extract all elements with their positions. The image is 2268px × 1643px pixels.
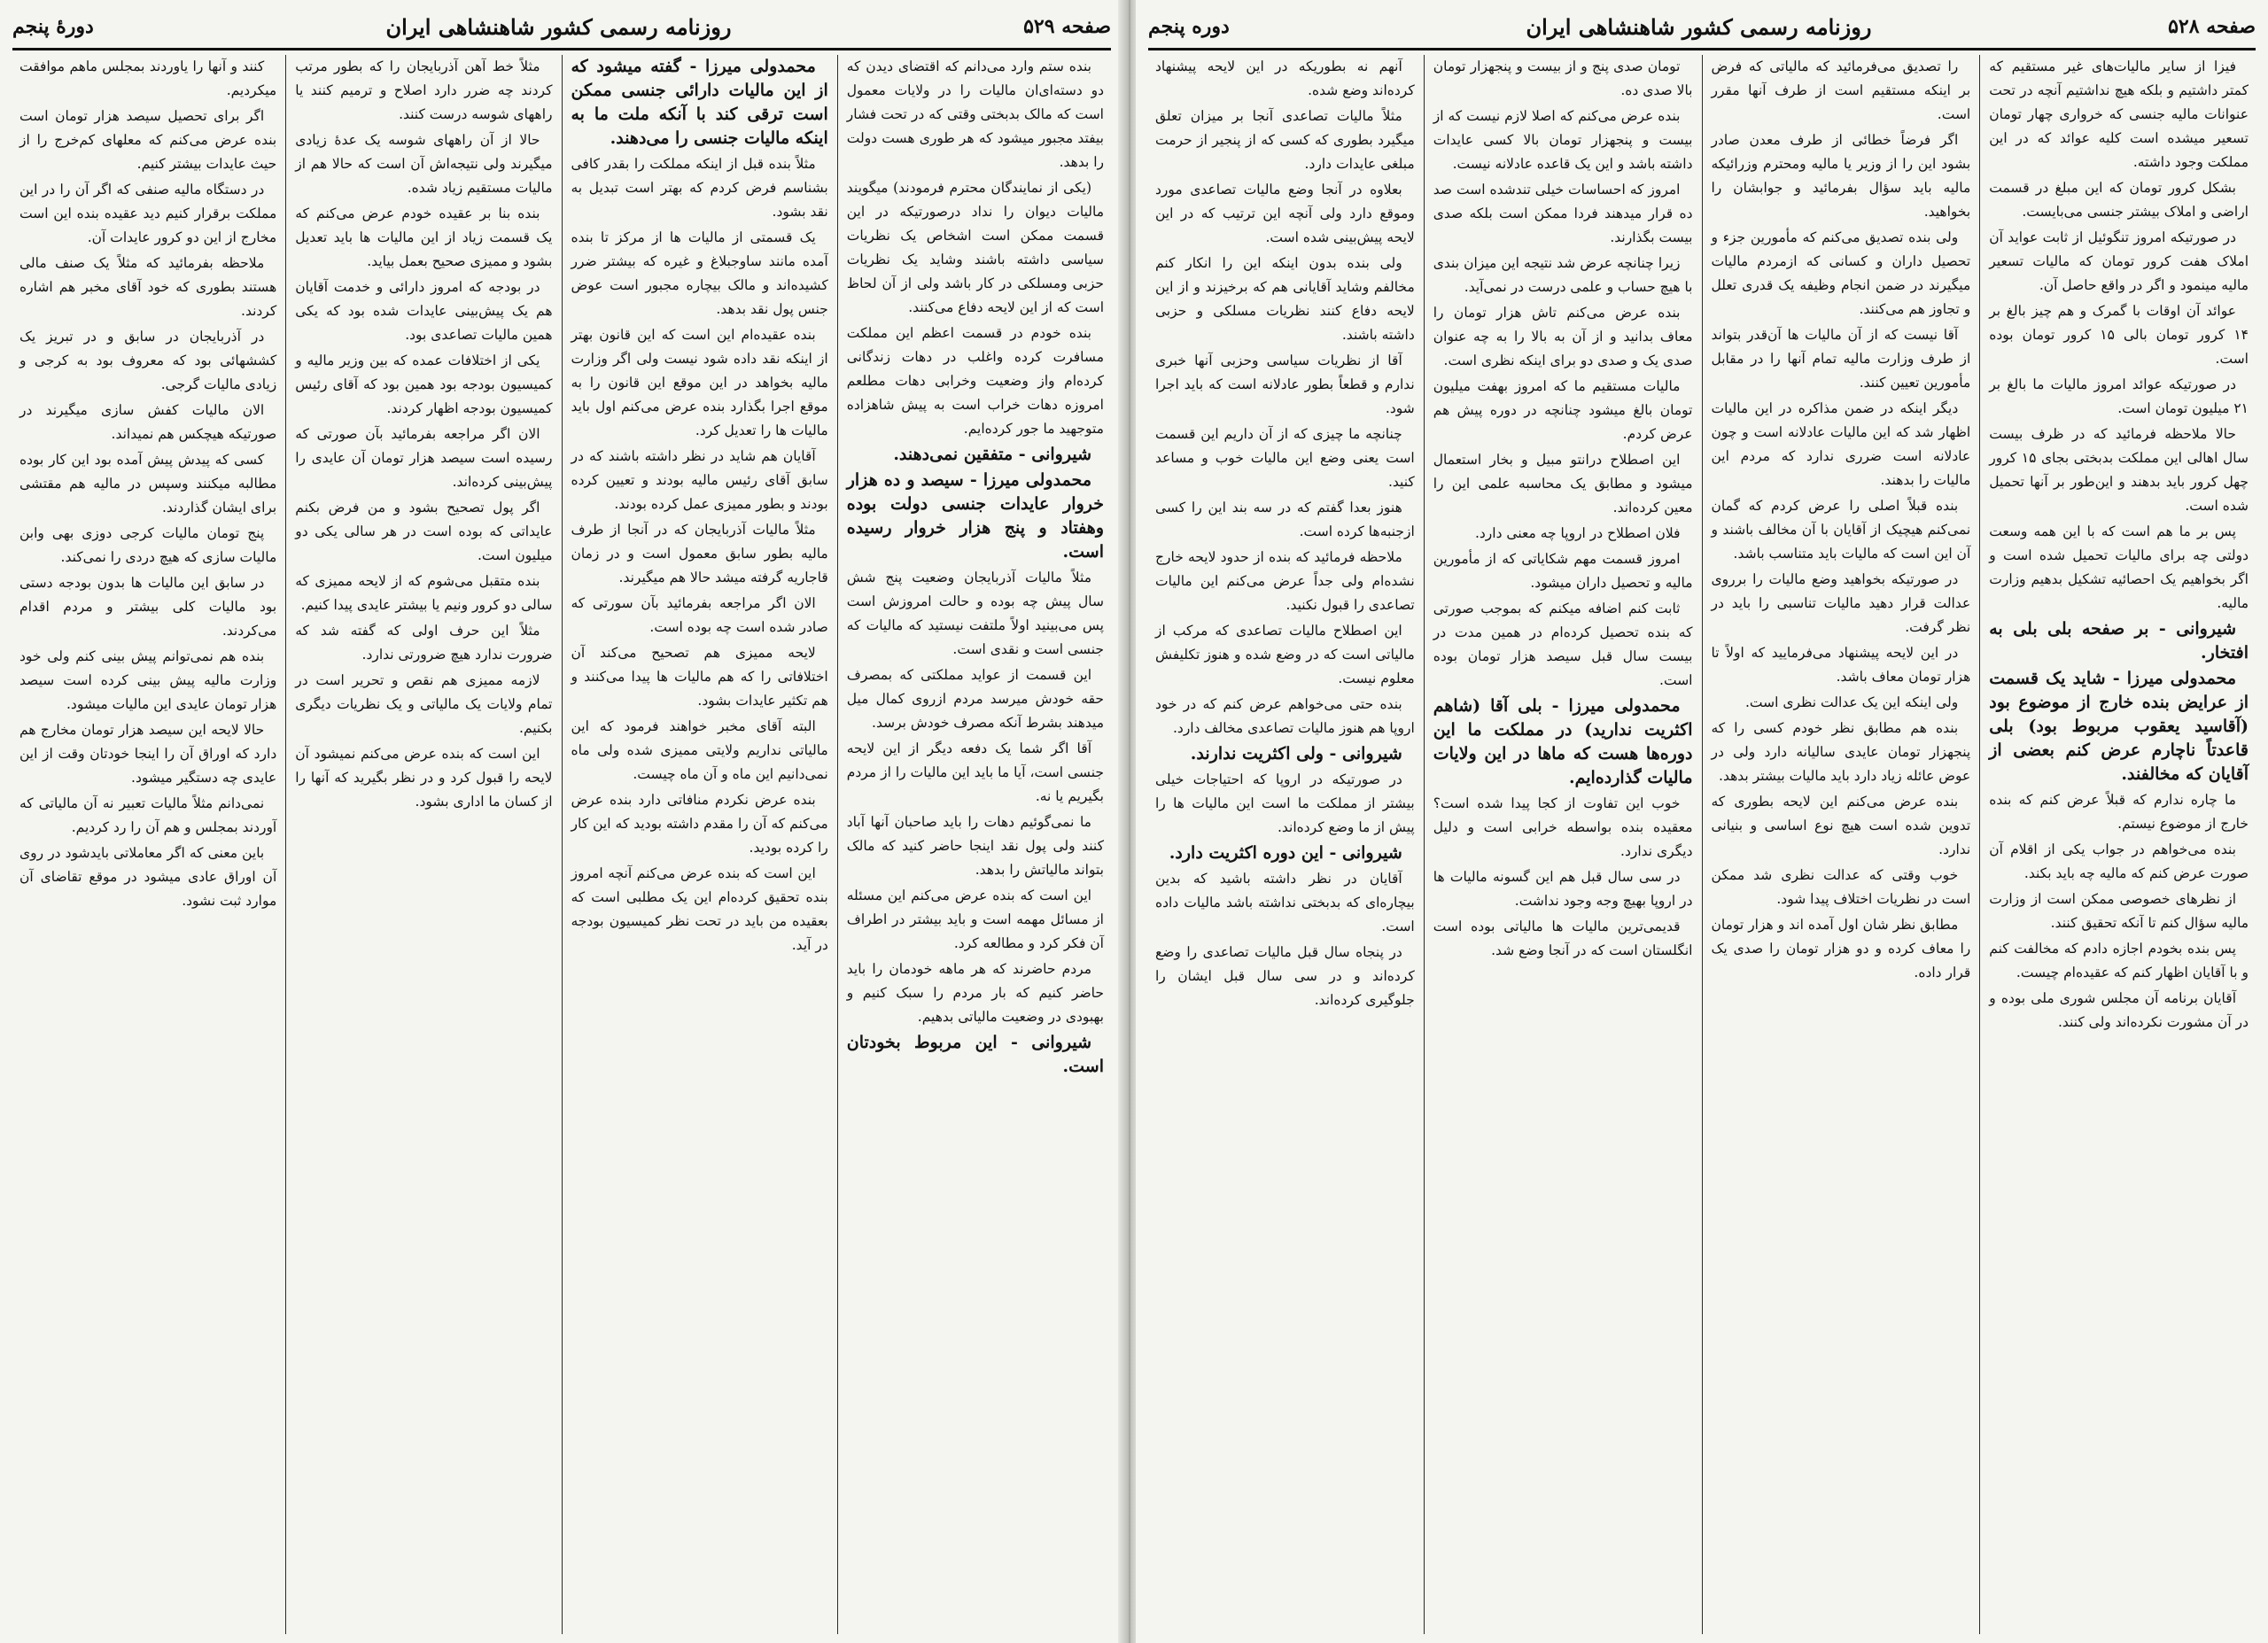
article-paragraph: پس بر ما هم است که با این همه وسعت دولتی چه برای مالیات تحمیل شده است و اگر بخواهیم یک احصائیه تشکیل بدهیم وزارت مالیه.	[1989, 523, 2249, 611]
article-paragraph: در صورتیکه بخواهید وضع مالیات را برروی عدالت قرار دهید مالیات تناسبی را باید در نظر گرفت.	[1711, 571, 1971, 635]
article-paragraph: آقا از نظریات سیاسی وحزبی آنها خبری ندارم و قطعاً بطور عادلانه است که باید اجرا شود.	[1155, 353, 1415, 416]
left-page-label: صفحه ۵۲۹	[1023, 15, 1111, 38]
article-paragraph: در آذربایجان در سابق و در تبریز یک کششهائی بود که معروف بود به کرجی و زیادی مالیات گرجی.	[19, 329, 277, 392]
article-paragraph: محمدولی میرزا - شاید یک قسمت از عرایض بنده خارج از موضوع بود (آقاسید یعقوب مربوط بود) بلی قاعدتاً ناچارم عرض کنم بعضی از آقایان که مخالفند.	[1989, 669, 2249, 784]
article-paragraph: زیرا چنانچه عرض شد نتیجه این میزان بندی با هیچ حساب و علمی درست در نمی‌آید.	[1433, 255, 1693, 295]
article-paragraph: مالیات مستقیم ما که امروز بهفت میلیون تومان بالغ میشود چنانچه در دوره پیش هم عرض کردم.	[1433, 378, 1693, 442]
article-paragraph: بنده عقیده‌ام این است که این قانون بهتر از اینکه نقد داده شود نیست ولی اگر وزارت مالیه بخواهد در این موقع این قانون را به موقع اجرا بگذارد بنده عرض می‌کنم اول باید مالیات ها را تعدیل کرد.	[571, 327, 828, 438]
article-paragraph: شیروانی - بر صفحه بلی بلی به افتخار.	[1989, 619, 2249, 663]
article-paragraph: الان مالیات کفش سازی میگیرند در صورتیکه هیچکس هم نمیداند.	[19, 402, 277, 442]
article-paragraph: بنده عرض می‌کنم که اصلا لازم نیست که از بیست و پنجهزار تومان بالا کسی عایدات داشته باشد و این یک قاعده عادلانه نیست.	[1433, 108, 1693, 172]
article-paragraph: در سی سال قبل هم این گسونه مالیات ها در اروپا بهیچ وجه وجود نداشت.	[1433, 869, 1693, 909]
right-page	[1136, 0, 2268, 1643]
left-page-title: روزنامه رسمی کشور شاهنشاهی ایران	[385, 13, 732, 40]
article-paragraph: بنده ستم وارد می‌دانم که اقتضای دیدن که دو دسته‌ای‌ان مالیات را در ولایات معمول است که مالک بدبختی وقتی که در تحت فشار بیفتد مجبور میشود که هر طوری هست دولت را بدهد.	[846, 58, 1104, 170]
article-paragraph: امروز که احساسات خیلی تندشده است صد ده قرار میدهند فردا ممکن است بلکه صدی بیست بگذارند.	[1433, 182, 1693, 245]
article-paragraph: ولی بنده بدون اینکه این را انکار کنم مخالفم وشاید آقایانی هم که برخیزند و از این لایحه دفاع کنند نظریات مسلکی و حزبی داشته باشند.	[1155, 255, 1415, 343]
article-paragraph: یک قسمتی از مالیات ها از مرکز تا بنده آمده مانند ساوجبلاغ و غیره که بیشتر ضرر کشیده‌اند و مالک بیچاره مجبور است عوض جنس پول نقد بدهد.	[571, 229, 828, 317]
article-paragraph: بعلاوه در آنجا وضع مالیات تصاعدی مورد وموقع دارد ولی آنچه این ترتیب که در این لایحه پیش‌بینی شده است.	[1155, 182, 1415, 245]
article-paragraph: این است که بنده عرض می‌کنم نمیشود آن لایحه را قبول کرد و در نظر بگیرید که آنها را از کسان ما اداری بشود.	[295, 746, 553, 810]
article-paragraph: پس بنده بخودم اجازه دادم که مخالفت کنم و با آقایان اظهار کنم که عقیده‌ام چیست.	[1989, 941, 2249, 980]
article-paragraph: اگر برای تحصیل سیصد هزار تومان است بنده عرض می‌کنم که معلهای کم‌خرج را از حیث عایدات بیشتر کنیم.	[19, 108, 277, 172]
article-paragraph: آقایان در نظر داشته باشید که بدین بیچاره‌ای که بدبختی نداشته باشد مالیات داده است.	[1155, 871, 1415, 934]
article-paragraph: ولی بنده تصدیق می‌کنم که مأمورین جزء و تحصیل داران و کسانی که ازمردم مالیات میگیرند در ضمن انجام وظیفه یک قدری تعلل و تجاوز هم می‌کنند.	[1711, 229, 1971, 317]
article-paragraph: عوائد آن اوقات با گمرک و هم چیز بالغ بر ۱۴ کرور تومان بالی ۱۵ کرور تومان بوده است.	[1989, 303, 2249, 367]
article-paragraph: الان اگر مراجعه بفرمائید بآن سورتی که صادر شده است چه بوده است.	[571, 595, 828, 635]
right-page-title: روزنامه رسمی کشور شاهنشاهی ایران	[1526, 13, 1872, 40]
article-paragraph: حالا ملاحظه فرمائید که در ظرف بیست سال اهالی این مملکت بدبختی بجای ۱۵ کرور چهل کرور باید بدهند و این‌طور بر آنها تحمیل شده است.	[1989, 426, 2249, 514]
article-paragraph: ولی اینکه این یک عدالت نظری است.	[1745, 694, 1959, 710]
right-header-rule	[1148, 48, 2256, 50]
article-paragraph: ثابت کنم اضافه میکنم که بموجب صورتی که بنده تحصیل کرده‌ام در همین مدت در بیست سال قبل سیصد هزار تومان بوده است.	[1433, 601, 1693, 688]
right-column-2	[1703, 55, 1981, 1634]
article-paragraph: بنده عرض نکردم منافاتی دارد بنده عرض می‌کنم که آن را مقدم داشته بودید که این کار را کرده بودید.	[571, 792, 828, 856]
article-paragraph: از نظرهای خصوصی ممکن است از وزارت مالیه سؤال کنم تا آنکه تحقیق کنند.	[1989, 891, 2249, 931]
article-paragraph: بنده هم نمی‌توانم پیش بینی کنم ولی خود وزارت مالیه پیش بینی کرده است سیصد هزار تومان عایدی این مالیات میشود.	[19, 648, 277, 712]
article-paragraph: کنند و آنها را یاوردند بمجلس ماهم موافقت میکردیم.	[19, 58, 277, 98]
article-paragraph: حالا از آن راههای شوسه یک عدهٔ زیادی میگیرند ولی نتیجه‌اش آن است که حالا هم از مالیات مستقیم زیاد شده.	[295, 132, 553, 196]
right-page-label: صفحه ۵۲۸	[2168, 15, 2256, 38]
article-paragraph: شیروانی - ولی اکثریت ندارند.	[1190, 744, 1402, 763]
article-paragraph: این است که بنده عرض می‌کنم آنچه امروز بنده تحقیق کرده‌ام این یک مطلبی است که بعقیده من باید در تحت نظر کمیسیون بودجه در آید.	[571, 865, 828, 953]
article-paragraph: در صورتیکه در اروپا که احتیاجات خیلی بیشتر از مملکت ما است این مالیات ها را پیش از ما وضع کرده‌اند.	[1155, 771, 1415, 835]
article-paragraph: مثلاً این حرف اولی که گفته شد که ضرورت ندارد هیچ ضرورتی ندارد.	[295, 623, 553, 663]
article-paragraph: خوب وقتی که عدالت نظری شد ممکن است در نظریات اختلاف پیدا شود.	[1711, 867, 1971, 907]
article-paragraph: الان اگر مراجعه بفرمائید بآن صورتی که رسیده است سیصد هزار تومان آن عایدی را پیش‌بینی کرده‌اند.	[295, 426, 553, 490]
article-paragraph: این قسمت از عواید مملکتی که بمصرف حقه خودش میرسد مردم ازروی کمال میل میدهند بشرط آنکه مصرف خودش برسد.	[846, 667, 1104, 731]
left-page-header	[12, 7, 1111, 46]
article-paragraph: بنده عرض می‌کنم تاش هزار تومان را معاف بدانید و از آن به بالا را به چه عنوان صدی یک و صدی دو برای اینکه نظری است.	[1433, 305, 1693, 368]
article-paragraph: بنده قبلاً اصلی را عرض کردم که گمان نمی‌کنم هیچیک از آقایان با آن مخالف باشند و آن این است که مالیات باید متناسب باشد.	[1711, 498, 1971, 562]
article-paragraph: اگر فرضاً خطائی از طرف معدن صادر بشود این را از وزیر یا مالیه ومحترم وزرائیکه مالیه باید سؤال بفرمائید و جوابشان را بخواهید.	[1711, 132, 1971, 220]
article-paragraph: مثلاً مالیات آذربایجان وضعیت پنج شش سال پیش چه بوده و حالت امروزش است پس می‌بینید اولاً ملتفت نیستید که مالیات که جنسی است و نقدی است.	[846, 570, 1104, 657]
article-paragraph: در صورتیکه عوائد امروز مالیات ما بالغ بر ۲۱ میلیون تومان است.	[1989, 376, 2249, 416]
left-header-rule	[12, 48, 1111, 50]
article-paragraph: محمدولی میرزا - گفته میشود که از این مالیات دارائی جنسی ممکن است ترقی کند با آنکه ملت ما به اینکه مالیات جنسی را می‌دهند.	[571, 57, 828, 148]
article-paragraph: بنده متقبل می‌شوم که از لایحه ممیزی که سالی دو کرور ونیم یا بیشتر عایدی پیدا کنیم.	[295, 573, 553, 613]
article-paragraph: ما نمی‌گوئیم دهات را باید صاحبان آنها آباد کنند ولی پول نقد اینجا حاضر کنید که مالک بتواند مالیاتش را بدهد.	[846, 814, 1104, 878]
left-column-4	[11, 55, 286, 1634]
article-paragraph: در سابق این مالیات ها بدون بودجه دستی بود مالیات کلی بیشتر و مردم اقدام می‌کردند.	[19, 575, 277, 639]
article-paragraph: بشکل کرور تومان که این مبلغ در قسمت اراضی و املاک بیشتر جنسی می‌بایست.	[1989, 180, 2249, 220]
article-paragraph: آقایان هم شاید در نظر داشته باشند که در سابق آقای رئیس مالیه بودند و تعیین کرده بودند و بطور ممیزی عمل کرده بودند.	[571, 448, 828, 512]
article-paragraph: در دستگاه مالیه صنفی که اگر آن را در این مملکت برقرار کنیم دید عقیده بنده این است مخارج از این دو کرور عایدات آن.	[19, 182, 277, 245]
article-paragraph: در بودجه که امروز دارائی و خدمت آقایان هم یک پیش‌بینی عایدات شده بود که یکی همین مالیات تصاعدی بود.	[295, 279, 553, 343]
article-paragraph: آنهم نه بطوریکه در این لایحه پیشنهاد کرده‌اند وضع شده.	[1155, 58, 1415, 98]
article-paragraph: شیروانی - متفقین نمی‌دهند.	[893, 445, 1091, 464]
article-paragraph: مردم حاضرند که هر ماهه خودمان را باید حاضر کنیم که بار مردم را سبک کنیم و بهبودی در وضعیت مالیاتی بدهیم.	[846, 961, 1104, 1025]
article-paragraph: شیروانی - این مربوط بخودتان است.	[846, 1033, 1104, 1076]
article-paragraph: مثلاً خط آهن آذربایجان را که بطور مرتب کردند چه ضرر دارد اصلاح و ترمیم کنند یا راههای شوسه درست کنند.	[295, 58, 553, 122]
right-page-header	[1148, 7, 2256, 46]
article-paragraph: اگر پول تصحیح بشود و من فرض بکنم عایداتی که بوده است در هر سالی یکی دو میلیون است.	[295, 500, 553, 563]
article-paragraph: محمدولی میرزا - بلی آقا (شاهم اکثریت ندارید) در مملکت ما این دوره‌ها هست که ماها در این ولایات مالیات گذارده‌ایم.	[1433, 696, 1693, 787]
article-paragraph: این اصطلاح درانتو مبیل و بخار استعمال میشود و مطابق یک محاسبه علمی این را معین کرده‌اند.	[1433, 452, 1693, 515]
article-paragraph: باین معنی که اگر معاملاتی بایدشود در روی آن اوراق عادی میشود در موقع تقاضای آن موارد ثبت نشود.	[19, 845, 277, 909]
right-column-3	[1425, 55, 1703, 1634]
article-paragraph: در این لایحه پیشنهاد می‌فرمایید که اولاً تا هزار تومان معاف باشد.	[1711, 645, 1971, 685]
article-paragraph: آقا نیست که از آن مالیات ها آن‌قدر بتواند از طرف وزارت مالیه تمام آنها را در مقابل مأمورین تعیین کنند.	[1711, 327, 1971, 391]
right-column-1	[1980, 55, 2257, 1634]
article-paragraph: البته آقای مخبر خواهند فرمود که این مالیاتی نداریم ولایتی ممیزی شده ولی ماه نمی‌دانیم این ماه و آن ماه چیست.	[571, 718, 828, 782]
left-column-1	[838, 55, 1113, 1634]
article-paragraph: ملاحظه بفرمائید که مثلاً یک صنف مالی هستند بطوری که خود آقای مخبر هم اشاره کردند.	[19, 255, 277, 319]
article-paragraph: بنده خودم در قسمت اعظم این مملکت مسافرت کرده واغلب در دهات زندگانی کرده‌ام واز وضعیت وخرابی دهات مطلعم امروزه دهات خراب است به پیش شاهزاده متوجهید ما جور کرده‌ایم.	[846, 325, 1104, 437]
article-paragraph: قدیمی‌ترین مالیات ها مالیاتی بوده است انگلستان است که در آنجا وضع شد.	[1433, 918, 1693, 958]
article-paragraph: این است که بنده عرض می‌کنم این مسئله از مسائل مهمه است و باید بیشتر در اطراف آن فکر کرد و مطالعه کرد.	[846, 887, 1104, 951]
left-column-3	[286, 55, 562, 1634]
article-paragraph: چنانچه ما چیزی که از آن داریم این قسمت است یعنی وضع این مالیات خوب و مساعد کنید.	[1155, 426, 1415, 490]
article-paragraph: امروز قسمت مهم شکایاتی که از مأمورین مالیه و تحصیل داران میشود.	[1433, 551, 1693, 591]
article-paragraph: خوب این تفاوت از کجا پیدا شده است؟ معقیده بنده بواسطه خرابی است و دلیل دیگری ندارد.	[1433, 795, 1693, 859]
article-paragraph: مطابق نظر شان اول آمده اند و هزار تومان را معاف کرده و دو هزار تومان را صدی یک قرار داده.	[1711, 917, 1971, 980]
article-paragraph: بنده حتی می‌خواهم عرض کنم که در خود اروپا هم هنوز مالیات تصاعدی مخالف دارد.	[1155, 696, 1415, 736]
right-column-4	[1146, 55, 1425, 1634]
article-paragraph: شیروانی - این دوره اکثریت دارد.	[1169, 843, 1402, 863]
article-paragraph: آقایان برنامه آن مجلس شوری ملی بوده و در آن مشورت نکرده‌اند ولی کنند.	[1989, 990, 2249, 1030]
article-paragraph: مثلاً مالیات آذربایجان که در آنجا از طرف مالیه بطور سابق معمول است و در زمان قاجاریه گرفته میشد حالا هم میگیرند.	[571, 522, 828, 585]
left-column-2	[563, 55, 838, 1634]
article-paragraph: مثلاً مالیات تصاعدی آنجا بر میزان تعلق میگیرد بطوری که کسی که از پنجیر از حرمت مبلغی عایدات دارد.	[1155, 108, 1415, 172]
article-paragraph: هنوز بعدا گفتم که در سه بند این را کسی ازجنبه‌ها کرده است.	[1155, 500, 1415, 539]
article-paragraph: یکی از اختلافات عمده که بین وزیر مالیه و کمیسیون بودجه بود همین بود که آقای رئیس کمیسیون بودجه اظهار کردند.	[295, 353, 553, 416]
article-paragraph: (یکی از نمایندگان محترم فرمودند) میگویند مالیات دیوان را نداد درصورتیکه در این قسمت ممکن است اشخاص یک نظریات سیاسی داشته باشند وشاید یک نظریات حزبی ومسلکی در کار باشد ولی از آن لحاظ است که از این لایحه دفاع می‌کنند.	[846, 180, 1104, 315]
article-paragraph: آقا اگر شما یک دفعه دیگر از این لایحه جنسی است، آیا ما باید این مالیات را از مردم بگیریم یا نه.	[846, 740, 1104, 804]
article-paragraph: لازمه ممیزی هم نقص و تحریر است در تمام ولایات یک مالیاتی و یک نظریات دیگری بکنیم.	[295, 672, 553, 736]
article-paragraph: محمدولی میرزا - سیصد و ده هزار خروار عایدات جنسی دولت بوده وهفتاد و پنج هزار خروار رسیده است.	[846, 470, 1104, 562]
left-page-columns	[11, 55, 1113, 1634]
article-paragraph: ما چاره ندارم که قبلاً عرض کنم که بنده خارج از موضوع نیستم.	[1989, 792, 2249, 832]
left-page-period: دورهٔ پنجم	[12, 15, 94, 38]
article-paragraph: حالا لایحه این سیصد هزار تومان مخارج هم دارد که اوراق آن را اینجا خودتان وقت از این عایدی چه دستگیر میشود.	[19, 722, 277, 786]
right-page-columns	[1146, 55, 2257, 1634]
left-page	[0, 0, 1123, 1643]
article-paragraph: بنده هم مطابق نظر خودم کسی را که پنجهزار تومان عایدی سالیانه دارد ولی در عوض عائله زیاد دارد باید مالیات بیشتر بدهد.	[1711, 720, 1971, 784]
article-paragraph: دیگر اینکه در ضمن مذاکره در این مالیات اظهار شد که این مالیات عادلانه است و چون عادلانه است ضرری ندارد که مردم این مالیات را بدهند.	[1711, 400, 1971, 488]
right-page-period: دوره پنجم	[1148, 15, 1230, 38]
article-paragraph: بنده بنا بر عقیده خودم عرض می‌کنم که یک قسمت زیاد از این مالیات ها باید تعدیل بشود و ممیزی صحیح بعمل بیاید.	[295, 205, 553, 269]
article-paragraph: نمی‌دانم مثلاً مالیات تعبیر نه آن مالیاتی که آوردند بمجلس و هم آن را رد کردیم.	[19, 795, 277, 835]
article-paragraph: پنج تومان مالیات کرجی دوزی بهی وابن مالیات سازی که هیچ دردی را نمی‌کند.	[19, 525, 277, 565]
article-paragraph: ملاحظه فرمائید که بنده از حدود لایحه خارج نشده‌ام ولی جداً عرض می‌کنم این مالیات تصاعدی را قبول نکنید.	[1155, 549, 1415, 613]
article-paragraph: فلان اصطلاح در اروپا چه معنی دارد.	[1474, 525, 1681, 541]
article-paragraph: در پنجاه سال قبل مالیات تصاعدی را وضع کرده‌اند و در سی سال قبل ایشان را جلوگیری کرده‌اند.	[1155, 944, 1415, 1008]
article-paragraph: را تصدیق می‌فرمائید که مالیاتی که فرض بر اینکه مستقیم است از طرف آنها مقرر است.	[1711, 58, 1971, 122]
article-paragraph: فیزا از سایر مالیات‌های غیر مستقیم که کمتر داشتیم و بلکه هیچ نداشتیم آنچه در تحت عنوانات مالیه جنسی که خرواری چهار تومان تسعیر میشده است کلیه عوائد که در این مملکت وجود داشته.	[1989, 58, 2249, 170]
article-paragraph: در صورتیکه امروز تنگوئیل از ثابت عواید آن املاک هفت کرور تومان که مالیات تسعیر مالیه مینمود و اگر در واقع حاصل آن.	[1989, 229, 2249, 293]
article-paragraph: تومان صدی پنج و از بیست و پنجهزار تومان بالا صدی ده.	[1433, 58, 1693, 98]
article-paragraph: لایحه ممیزی هم تصحیح می‌کند آن اختلافاتی را که هم مالیات ها پیدا می‌کنند و هم تکثیر عایدات بشود.	[571, 645, 828, 709]
article-paragraph: این اصطلاح مالیات تصاعدی که مرکب از مالیاتی است که در وضع شده و هنوز تکلیفش معلوم نیست.	[1155, 623, 1415, 686]
article-paragraph: مثلاً بنده قبل از اینکه مملکت را بقدر کافی بشناسم فرض کردم که بهتر است تبدیل به نقد بشود.	[571, 156, 828, 220]
article-paragraph: کسی که پیدش پیش آمده بود این کار بوده مطالبه میکنند وسپس در مالیه هم مقتشی برای ایشان گذاردند.	[19, 452, 277, 515]
article-paragraph: بنده می‌خواهم در جواب یکی از اقلام آن صورت عرض کنم که مالیه چه باید بکند.	[1989, 841, 2249, 881]
article-paragraph: بنده عرض می‌کنم این لایحه بطوری که تدوین شده است هیچ نوع اساسی و بنیانی ندارد.	[1711, 794, 1971, 857]
